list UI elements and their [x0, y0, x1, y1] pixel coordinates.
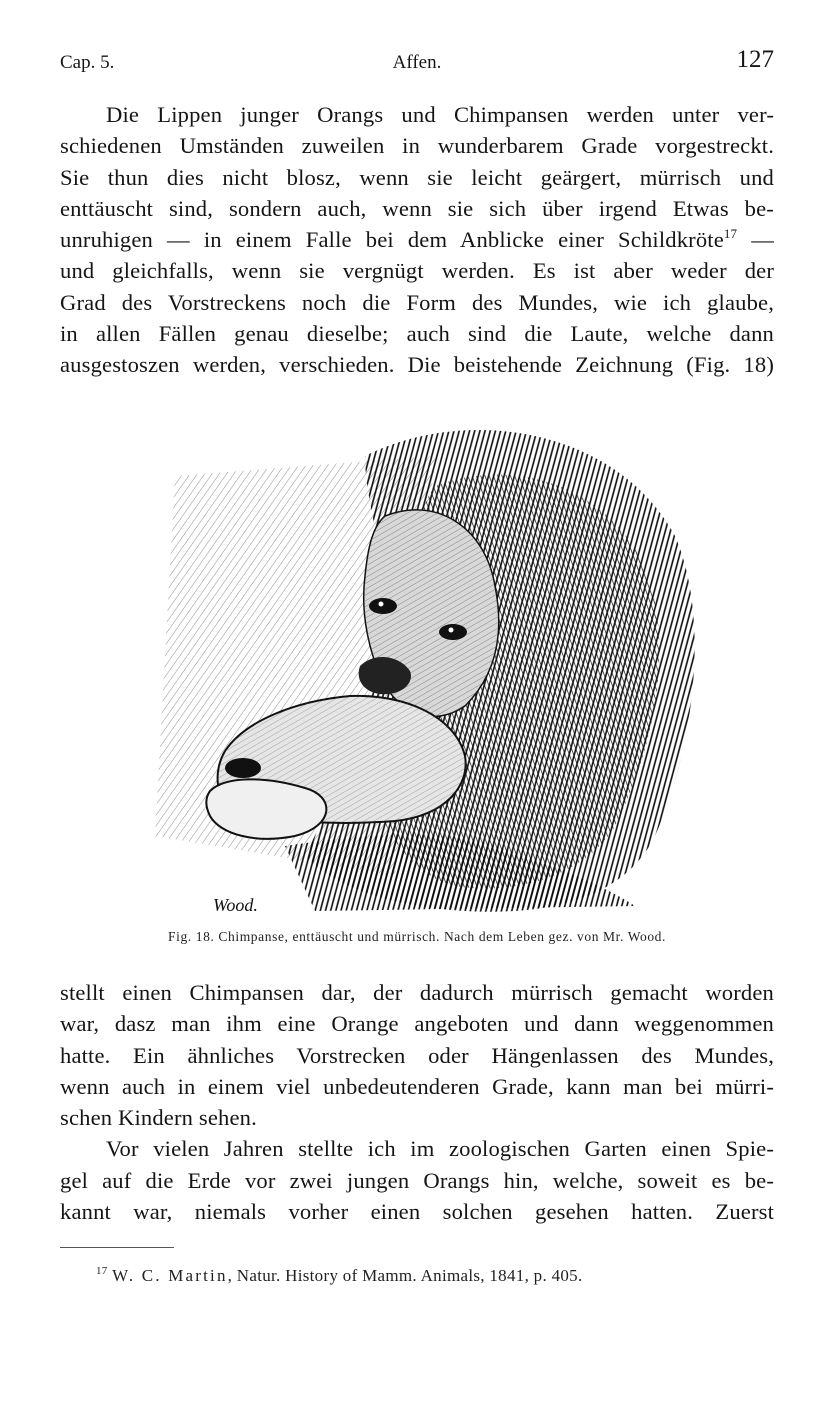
running-title: Affen.: [392, 52, 442, 73]
text-line: [60, 224, 774, 255]
text-line: kannt war, niemals vorher einen solchen gesehen hatten. Zuerst: [60, 1199, 774, 1225]
footnote-text: , Natur. History of Mamm. Animals, 1841, p. 405.: [227, 1266, 583, 1285]
text-line: war, dasz man ihm eine Orange angeboten und dann weggenommen: [60, 1011, 774, 1037]
paragraph-description: [60, 977, 774, 1227]
text-line: in allen Fällen genau dieselbe; auch sind die Laute, welche dann: [60, 321, 774, 347]
text-line: schiedenen Umständen zuweilen in wunderbarem Grade vorgestreckt.: [60, 133, 774, 159]
footnote-author: W. C. Martin: [112, 1266, 228, 1285]
text-line-body: unruhigen — in einem Falle bei dem Anblicke einer Schildkröte: [60, 227, 724, 253]
page-number: 127: [736, 46, 774, 73]
chimpanzee-engraving: [135, 416, 700, 916]
text-line: Sie thun dies nicht blosz, wenn sie leicht geärgert, mürrisch und: [60, 164, 774, 190]
text-line: enttäuscht sind, sondern auch, wenn sie sich über irgend Etwas be-: [60, 195, 774, 221]
text-line-tail: —: [737, 227, 774, 253]
text-line: gel auf die Erde vor zwei jungen Orangs hin, welche, soweit es be-: [60, 1167, 774, 1193]
text-line: Grad des Vorstreckens noch die Form des Mundes, wie ich glaube,: [60, 289, 774, 315]
footnote-divider: [60, 1247, 174, 1248]
text-line: stellt einen Chimpansen dar, der dadurch mürrisch gemacht worden: [60, 980, 774, 1005]
footnote-number: 17: [96, 1265, 108, 1277]
footnote: [96, 1266, 583, 1286]
running-header: [60, 46, 774, 80]
text-line: Die Lippen junger Orangs und Chimpansen werden unter ver-: [106, 102, 774, 127]
text-line: ausgestoszen werden, verschieden. Die beistehende Zeichnung (Fig. 18): [60, 352, 774, 378]
text-line: wenn auch in einem viel unbedeutenderen Grade, kann man bei mürri-: [60, 1073, 774, 1099]
chapter-label: Cap. 5.: [60, 52, 115, 73]
footnote-reference[interactable]: 17: [723, 226, 738, 242]
chimpanzee-illustration: [135, 416, 700, 916]
text-line: schen Kindern sehen.: [60, 1105, 257, 1131]
paragraph-lips: [60, 99, 774, 381]
artist-signature: Wood.: [213, 895, 258, 915]
text-line: hatte. Ein ähnliches Vorstrecken oder Hängenlassen des Mundes,: [60, 1042, 774, 1068]
text-line: und gleichfalls, wenn sie vergnügt werden. Es ist aber weder der: [60, 258, 774, 284]
text-line: Vor vielen Jahren stellte ich im zoologischen Garten einen Spie-: [106, 1136, 774, 1162]
figure-caption: Fig. 18. Chimpanse, enttäuscht und mürrisch. Nach dem Leben gez. von Mr. Wood.: [167, 929, 666, 944]
